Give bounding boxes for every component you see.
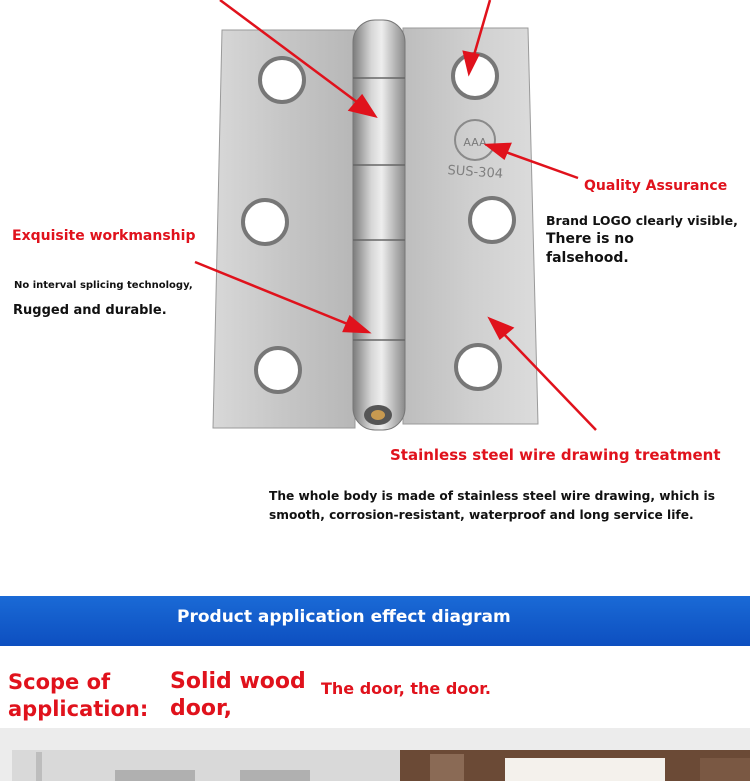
scope-value	[170, 668, 306, 722]
workmanship-line-1: No interval splicing technology,	[14, 280, 193, 291]
quality-line-1: Brand LOGO clearly visible,	[546, 213, 738, 228]
workmanship-line-2: Rugged and durable.	[13, 303, 167, 318]
scope-value-line-1: Solid wood	[170, 669, 306, 694]
quality-title: Quality Assurance	[584, 178, 728, 194]
scope-label-line-1: Scope of	[8, 670, 111, 694]
quality-line-2: There is no	[546, 231, 634, 247]
steel-title: Stainless steel wire drawing treatment	[390, 446, 721, 464]
scope-label-line-2: application:	[8, 697, 149, 721]
scope-extra: The door, the door.	[321, 679, 491, 698]
steel-line-2: smooth, corrosion-resistant, waterproof and long service life.	[269, 508, 694, 522]
workmanship-title: Exquisite workmanship	[12, 228, 196, 244]
quality-line-3: falsehood.	[546, 250, 629, 266]
logo-letters: AAA	[463, 136, 487, 149]
logo-text: SUS-304	[447, 163, 504, 182]
scope-label	[8, 669, 148, 723]
scope-value-line-2: door,	[170, 696, 232, 721]
application-photo	[0, 728, 750, 781]
steel-line-1: The whole body is made of stainless steel wire drawing, which is	[269, 489, 715, 503]
banner-title: Product application effect diagram	[177, 607, 511, 627]
room-illustration	[0, 728, 750, 781]
